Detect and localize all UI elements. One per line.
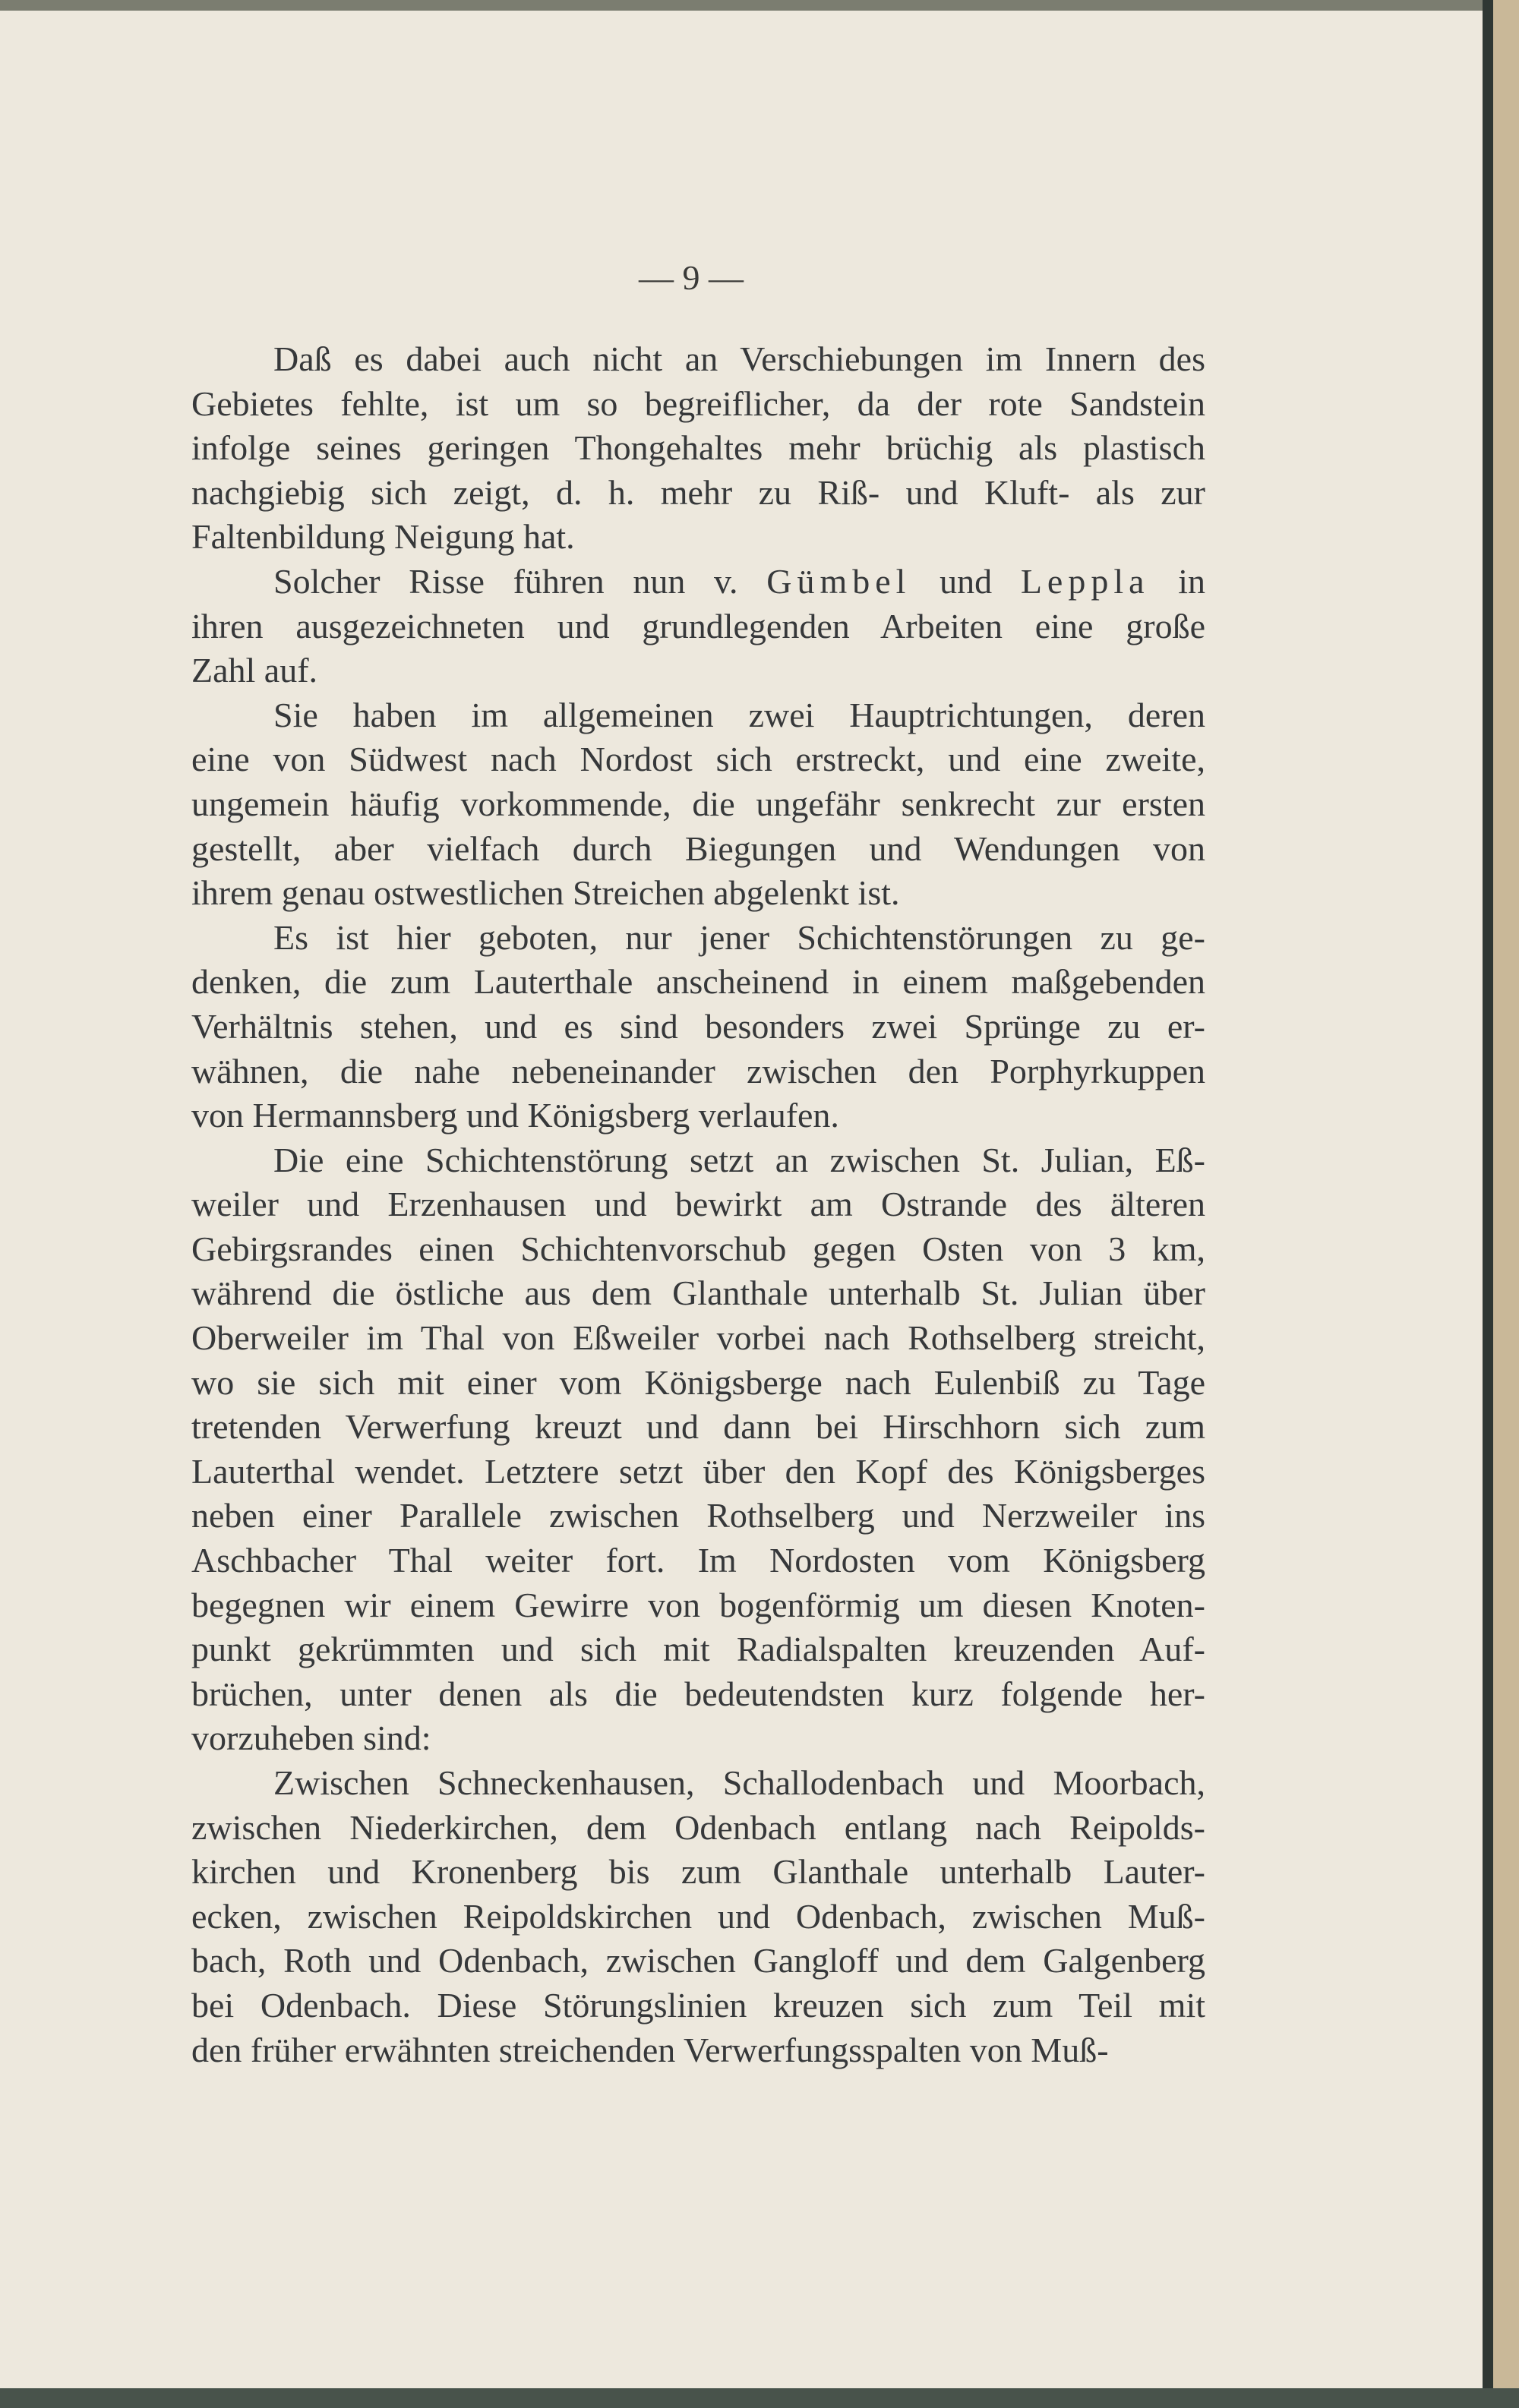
text-line: denken, die zum Lauterthale anscheinend in einem maßgebenden [191, 962, 1205, 1002]
paragraph [191, 337, 1205, 560]
text-line: den früher erwähnten streichenden Verwerfungsspalten von Muß- [191, 2030, 1109, 2069]
text-line: Sie haben im allgemeinen zwei Hauptrichtungen, deren [273, 695, 1205, 734]
text-line: zwischen Niederkirchen, dem Odenbach entlang nach Reipolds- [191, 1807, 1205, 1847]
paragraph [191, 916, 1205, 1138]
paragraph [191, 693, 1205, 916]
paragraph [191, 1761, 1205, 2072]
text-line: weiler und Erzenhausen und bewirkt am Ostrande des älteren [191, 1185, 1205, 1224]
text-line: Zahl auf. [191, 651, 318, 690]
text-line: Verhältnis stehen, und es sind besonders zwei Sprünge zu er- [191, 1006, 1205, 1046]
text-line: während die östliche aus dem Glanthale unterhalb St. Julian über [191, 1273, 1205, 1313]
text-line: Zwischen Schneckenhausen, Schallodenbach und Moorbach, [273, 1763, 1205, 1802]
text-line: wo sie sich mit einer vom Königsberge nach Eulenbiß zu Tage [191, 1362, 1205, 1402]
text-line: ecken, zwischen Reipoldskirchen und Odenbach, zwischen Muß- [191, 1896, 1205, 1936]
paragraph [191, 1138, 1205, 1761]
scan-bottom-border [0, 2388, 1519, 2408]
text-line: punkt gekrümmten und sich mit Radialspalten kreuzenden Auf- [191, 1630, 1205, 1669]
text-line: nachgiebig sich zeigt, d. h. mehr zu Riß- und Kluft- als zur [191, 472, 1205, 512]
text-line: kirchen und Kronenberg bis zum Glanthale unterhalb Lauter- [191, 1852, 1205, 1892]
text-line: Daß es dabei auch nicht an Verschiebungen im Innern des [273, 339, 1205, 378]
text-line: tretenden Verwerfung kreuzt und dann bei Hirschhorn sich zum [191, 1407, 1205, 1447]
text-line: Oberweiler im Thal von Eßweiler vorbei nach Rothselberg streicht, [191, 1318, 1205, 1358]
author-name: Leppla [1020, 561, 1150, 601]
text-line: Lauterthal wendet. Letztere setzt über den Kopf des Königsberges [191, 1451, 1205, 1491]
text-line: wähnen, die nahe nebeneinander zwischen den Porphyrkuppen [191, 1051, 1205, 1090]
author-name: Gümbel [766, 561, 911, 601]
text-line: eine von Südwest nach Nordost sich erstreckt, und eine zweite, [191, 740, 1205, 779]
text-line: Es ist hier geboten, nur jener Schichtenstörungen zu ge- [273, 917, 1205, 957]
text-line: infolge seines geringen Thongehaltes mehr brüchig als plastisch [191, 428, 1205, 468]
page-number: — 9 — [639, 258, 744, 297]
body-text [191, 337, 1205, 2072]
book-cover-edge [1493, 0, 1519, 2388]
text-line: brüchen, unter denen als die bedeutendsten kurz folgende her- [191, 1674, 1205, 1713]
text-line: Aschbacher Thal weiter fort. Im Nordosten vom Königsberg [191, 1541, 1205, 1580]
text: und [911, 561, 1021, 601]
book-spine-edge [1483, 0, 1493, 2388]
text-line: von Hermannsberg und Königsberg verlaufen. [191, 1096, 839, 1135]
paragraph [191, 560, 1205, 693]
text-line: Die eine Schichtenstörung setzt an zwischen St. Julian, Eß- [273, 1140, 1205, 1179]
text-line: Faltenbildung Neigung hat. [191, 517, 575, 557]
text-line: Gebietes fehlte, ist um so begreiflicher, da der rote Sandstein [191, 383, 1205, 423]
text-line: ihren ausgezeichneten und grundlegenden Arbeiten eine große [191, 606, 1205, 645]
text-line: bei Odenbach. Diese Störungslinien kreuzen sich zum Teil mit [191, 1985, 1205, 2025]
text-line: vorzuheben sind: [191, 1718, 431, 1758]
text-line: begegnen wir einem Gewirre von bogenförmig um diesen Knoten- [191, 1585, 1205, 1624]
text-line: ihrem genau ostwestlichen Streichen abgelenkt ist. [191, 873, 900, 913]
text-line: bach, Roth und Odenbach, zwischen Gangloff und dem Galgenberg [191, 1941, 1205, 1980]
text-line: gestellt, aber vielfach durch Biegungen und Wendungen von [191, 828, 1205, 868]
text-line: neben einer Parallele zwischen Rothselberg und Nerzweiler ins [191, 1496, 1205, 1535]
text-line: Solcher Risse führen nun v. Gümbel und Leppla in [273, 561, 1206, 601]
text-line: Gebirgsrandes einen Schichtenvorschub gegen Osten von 3 km, [191, 1229, 1205, 1268]
text: in [1149, 561, 1206, 601]
text-line: ungemein häufig vorkommende, die ungefähr senkrecht zur ersten [191, 784, 1205, 823]
